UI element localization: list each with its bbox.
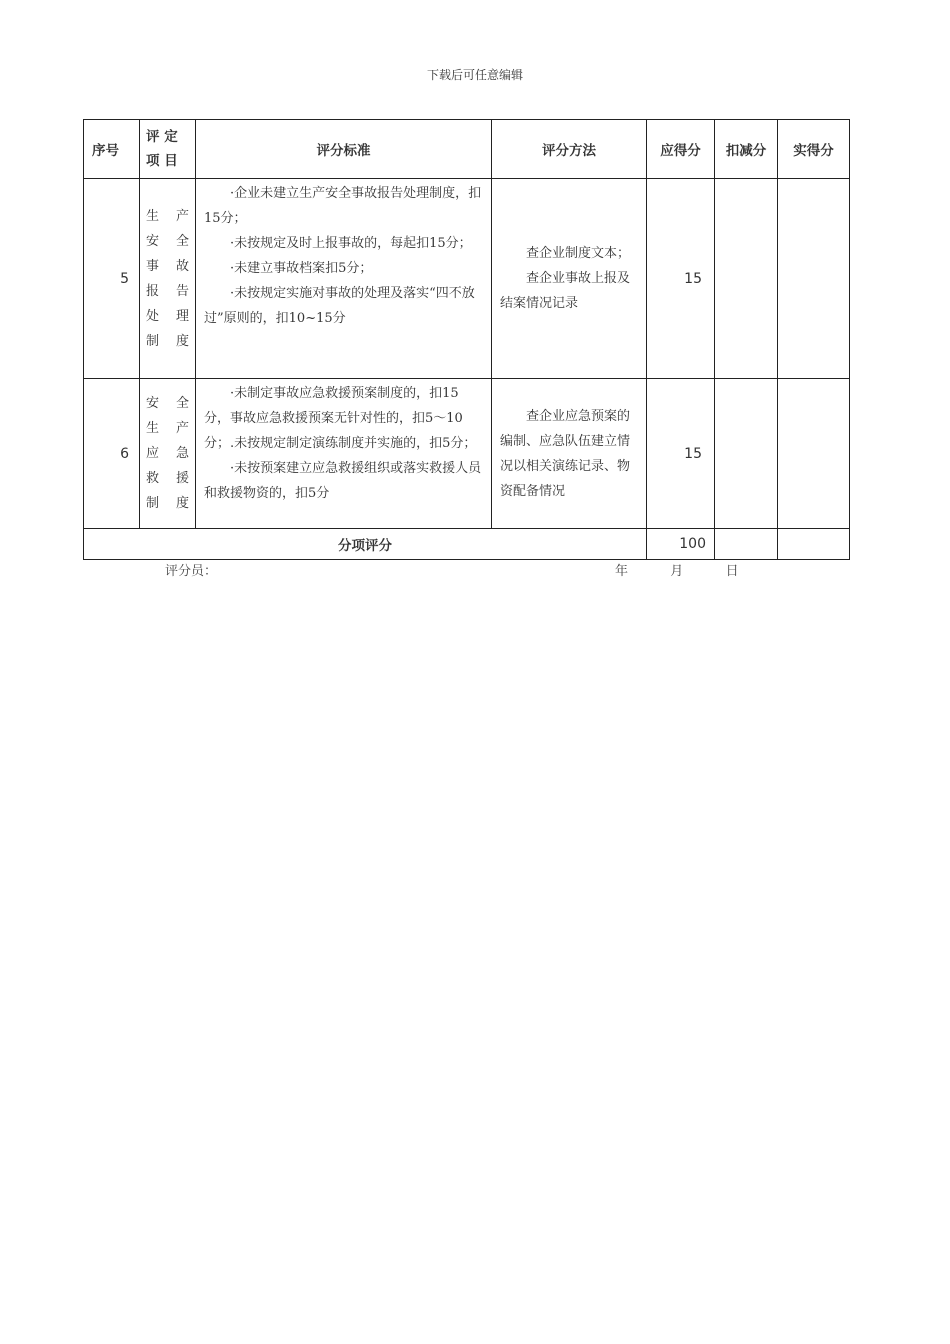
date-year-label: 年	[615, 564, 629, 579]
row-due-score: 15	[647, 379, 715, 529]
standard-clause: ·未建立事故档案扣5分；	[230, 261, 373, 276]
table-row	[84, 379, 850, 529]
row-item-line: 应 急	[146, 446, 189, 461]
row-method	[492, 379, 647, 529]
total-label: 分项评分	[84, 529, 647, 560]
row-method	[492, 179, 647, 379]
row-item	[140, 179, 196, 379]
row-item-line: 制 度	[146, 333, 189, 349]
standard-clause: ·未按预案建立应急救援组织或落实救援人员和救援物资的，扣5分	[204, 461, 482, 501]
method-clause: 查企业事故上报及结案情况记录	[500, 271, 631, 311]
row-item-line: 事 故	[146, 258, 189, 274]
column-header-due-score: 应得分	[647, 120, 715, 179]
scoring-table	[83, 119, 850, 560]
standard-clause: ·未制定事故应急救援预案制度的，扣15分，事故应急救援预案无针对性的，扣5～10分；.未按规定制定演练制度并实施的，扣5分；	[204, 386, 477, 451]
row-item-line: 救 援	[146, 471, 189, 486]
row-item-line: 安 全	[146, 233, 189, 249]
row-number: 6	[84, 379, 140, 529]
total-row	[84, 529, 850, 560]
table-header-row	[84, 120, 850, 179]
row-item-line: 安 全	[146, 396, 189, 411]
column-header-deduction: 扣减分	[715, 120, 778, 179]
date-day-label: 日	[725, 564, 739, 579]
row-item-line: 生 产	[146, 208, 189, 224]
page-header-note: 下载后可任意编辑	[426, 68, 523, 82]
scorer-label: 评分员：	[165, 564, 218, 579]
column-header-no: 序号	[84, 120, 140, 179]
row-deduction-cell[interactable]	[715, 179, 778, 379]
table-row	[84, 179, 850, 379]
row-standard	[196, 179, 492, 379]
column-header-item	[140, 120, 196, 179]
row-standard	[196, 379, 492, 529]
standard-clause: ·企业未建立生产安全事故报告处理制度，扣15分；	[204, 186, 482, 226]
standard-clause: ·未按规定及时上报事故的，每起扣15分；	[230, 236, 472, 251]
column-header-standard: 评分标准	[196, 120, 492, 179]
row-actual-score-cell[interactable]	[778, 179, 850, 379]
date-field	[615, 560, 739, 579]
date-month-label: 月	[670, 564, 684, 579]
column-header-actual-score: 实得分	[778, 120, 850, 179]
row-item-line: 生 产	[146, 421, 189, 436]
row-item-line: 报 告	[146, 283, 189, 299]
column-header-item-line1: 评 定	[146, 129, 178, 145]
row-actual-score-cell[interactable]	[778, 379, 850, 529]
row-due-score: 15	[647, 179, 715, 379]
row-deduction-cell[interactable]	[715, 379, 778, 529]
column-header-item-line2: 项 目	[146, 153, 178, 169]
row-item-line: 处 理	[146, 308, 189, 324]
total-actual-score-cell[interactable]	[778, 529, 850, 560]
row-item-line: 制 度	[146, 496, 189, 511]
method-clause: 查企业应急预案的编制、应急队伍建立情况以相关演练记录、物资配备情况	[500, 408, 631, 499]
total-deduction-cell[interactable]	[715, 529, 778, 560]
total-due-score: 100	[647, 529, 715, 560]
method-clause: 查企业制度文本；	[526, 246, 631, 261]
row-item	[140, 379, 196, 529]
row-number: 5	[84, 179, 140, 379]
standard-clause: ·未按规定实施对事故的处理及落实“四不放过”原则的，扣10~15分	[204, 286, 475, 326]
column-header-method: 评分方法	[492, 120, 647, 179]
